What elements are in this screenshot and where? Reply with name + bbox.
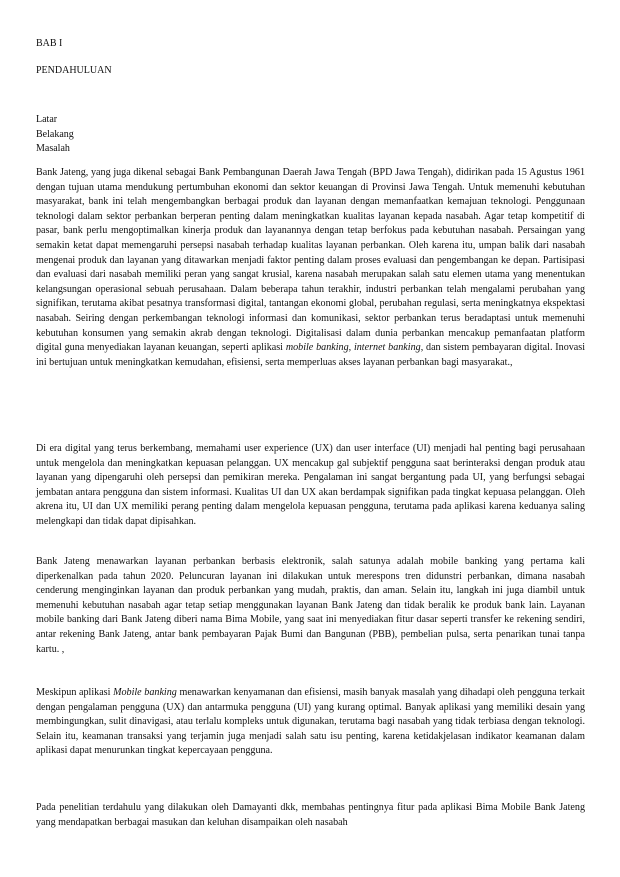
paragraph-problems [36,686,585,759]
paragraph-ux-ui [36,442,585,530]
subheading-line: Latar [36,114,58,125]
section-subheading [36,113,74,157]
text-segment: menawarkan kenyamanan dan efisiensi, masih banyak masalah yang dihadapi oleh pengguna terkait dengan pengalaman pengguna (UX) dan antarmuka pengguna (UI) yang kurang optimal. Banyak aplikasi yang memiliki desain yang membingungkan, sulit dinavigasi, atau terlalu kompleks untuk digunakan, terutama bagi nasabah yang tidak terbiasa dengan teknologi. Selain itu, keamanan transaksi yang terjamin juga menjadi salah satu isu penting, karena ketidakjelasan indikator keamanan dalam aplikasi dapat menurunkan tingkat kepercayaan pengguna. [36,687,585,757]
chapter-title: PENDAHULUAN [36,65,112,76]
text-segment: Pada penelitian terdahulu yang dilakukan oleh Damayanti dkk, membahas pentingnya fitur pada aplikasi Bima Mobile Bank Jateng yang mendapatkan berbagai masukan dan keluhan disampaikan oleh nasabah [36,802,585,828]
paragraph-bima-mobile [36,555,585,657]
text-segment: Di era digital yang terus berkembang, memahami user experience (UX) dan user interface (UI) menjadi hal penting bagi perusahaan untuk mengelola dan meningkatkan kepuasan pelanggan. UX mencakup gal subjektif pengguna saat berinteraksi dengan produk atau layanan yang dipengaruhi oleh persepsi dan pemikiran mereka. Pengalaman ini sangat bergantung pada UI, yang berfungsi sebagai jembatan antara pengguna dan sistem informasi. Kualitas UI dan UX akan berdampak signifikan pada tingkat kepuasa pelanggan. Oleh akrena itu, UI dan UX memiliki perang penting dalam mengelola kepuasan pengguna, terutama pada aplikasi karena keduanya saling melengkapi dan tidak dapat dipisahkan. [36,443,585,527]
text-segment: , dan sistem pembayaran digital. Inovasi ini bertujuan untuk meningkatkan kemudahan, efisiensi, serta memperluas akses layanan perbankan bagi masyarakat., [36,342,585,368]
chapter-label: BAB I [36,38,63,49]
text-segment: Bank Jateng, yang juga dikenal sebagai Bank Pembangunan Daerah Jawa Tengah (BPD Jawa Tengah), didirikan pada 15 Agustus 1961 dengan tujuan utama mendukung pertumbuhan ekonomi dan sektor keuangan di Provinsi Jawa Tengah. Untuk memenuhi kebutuhan masyarakat, bank ini telah mengembangkan berbagai produk dan layanan dengan memanfaatkan kemajuan teknologi. Penggunaan teknologi dalam sektor perbankan berperan penting dalam meningkatkan kualitas layanan kepada nasabah. Agar tetap kompetitif di pasar, bank perlu mengoptimalkan kinerja produk dan layanannya dengan tetap berfokus pada kebutuhan nasabah. Persaingan yang semakin ketat dapat memengaruhi persepsi nasabah terhadap kualitas layanan perbankan. Oleh karena itu, umpan balik dari nasabah mengenai produk dan layanan yang ditawarkan menjadi faktor penting dalam proses evaluasi dan pengembangan ke depan. Partisipasi dan evaluasi dari nasabah memiliki peran yang sangat krusial, karena nasabah merupakan salah satu elemen utama yang menentukan kelangsungan operasional sebuah perusahaan. Dalam beberapa tahun terakhir, industri perbankan telah mengalami perubahan yang signifikan, terutama akibat pesatnya transformasi digital, tantangan ekonomi global, perubahan regulasi, serta meningkatnya ekspektasi nasabah. Seiring dengan perkembangan teknologi informasi dan komunikasi, sektor perbankan terus beradaptasi untuk memenuhi kebutuhan konsumen yang semakin akrab dengan teknologi. Digitalisasi dalam dunia perbankan mencakup pemanfaatan platform digital guna menyediakan layanan keuangan, seperti aplikasi [36,167,585,354]
subheading-line: Belakang [36,128,74,140]
paragraph-background [36,166,585,370]
text-segment: Bank Jateng menawarkan layanan perbankan berbasis elektronik, salah satunya adalah mobile banking yang pertama kali diperkenalkan pada tahun 2020. Peluncuran layanan ini dilakukan untuk merespons tren didunstri perbankan, dimana nasabah cenderung menginginkan layanan dan produk perbankan yang mudah, praktis, dan aman. Selain itu, langkah ini juga diambil untuk memenuhi kebutuhan nasabah agar tetap setiap menggunakan layanan Bank Jateng dan tidak beralik ke produk bank lain. Layanan mobile banking dari Bank Jateng diberi nama Bima Mobile, yang saat ini menyediakan fitur dasar seperti transfer ke rekening sendiri, antar rekening Bank Jateng, antar bank pembayaran Pajak Bumi dan Bangunan (PBB), pembelian pulsa, serta penarikan tunai tanpa kartu. , [36,556,585,655]
text-segment: Meskipun aplikasi [36,687,114,698]
paragraph-previous-research [36,801,585,830]
text-segment-italic: mobile banking, internet banking [285,342,421,354]
subheading-line: Masalah [36,143,70,154]
text-segment-italic: Mobile banking [113,687,177,698]
